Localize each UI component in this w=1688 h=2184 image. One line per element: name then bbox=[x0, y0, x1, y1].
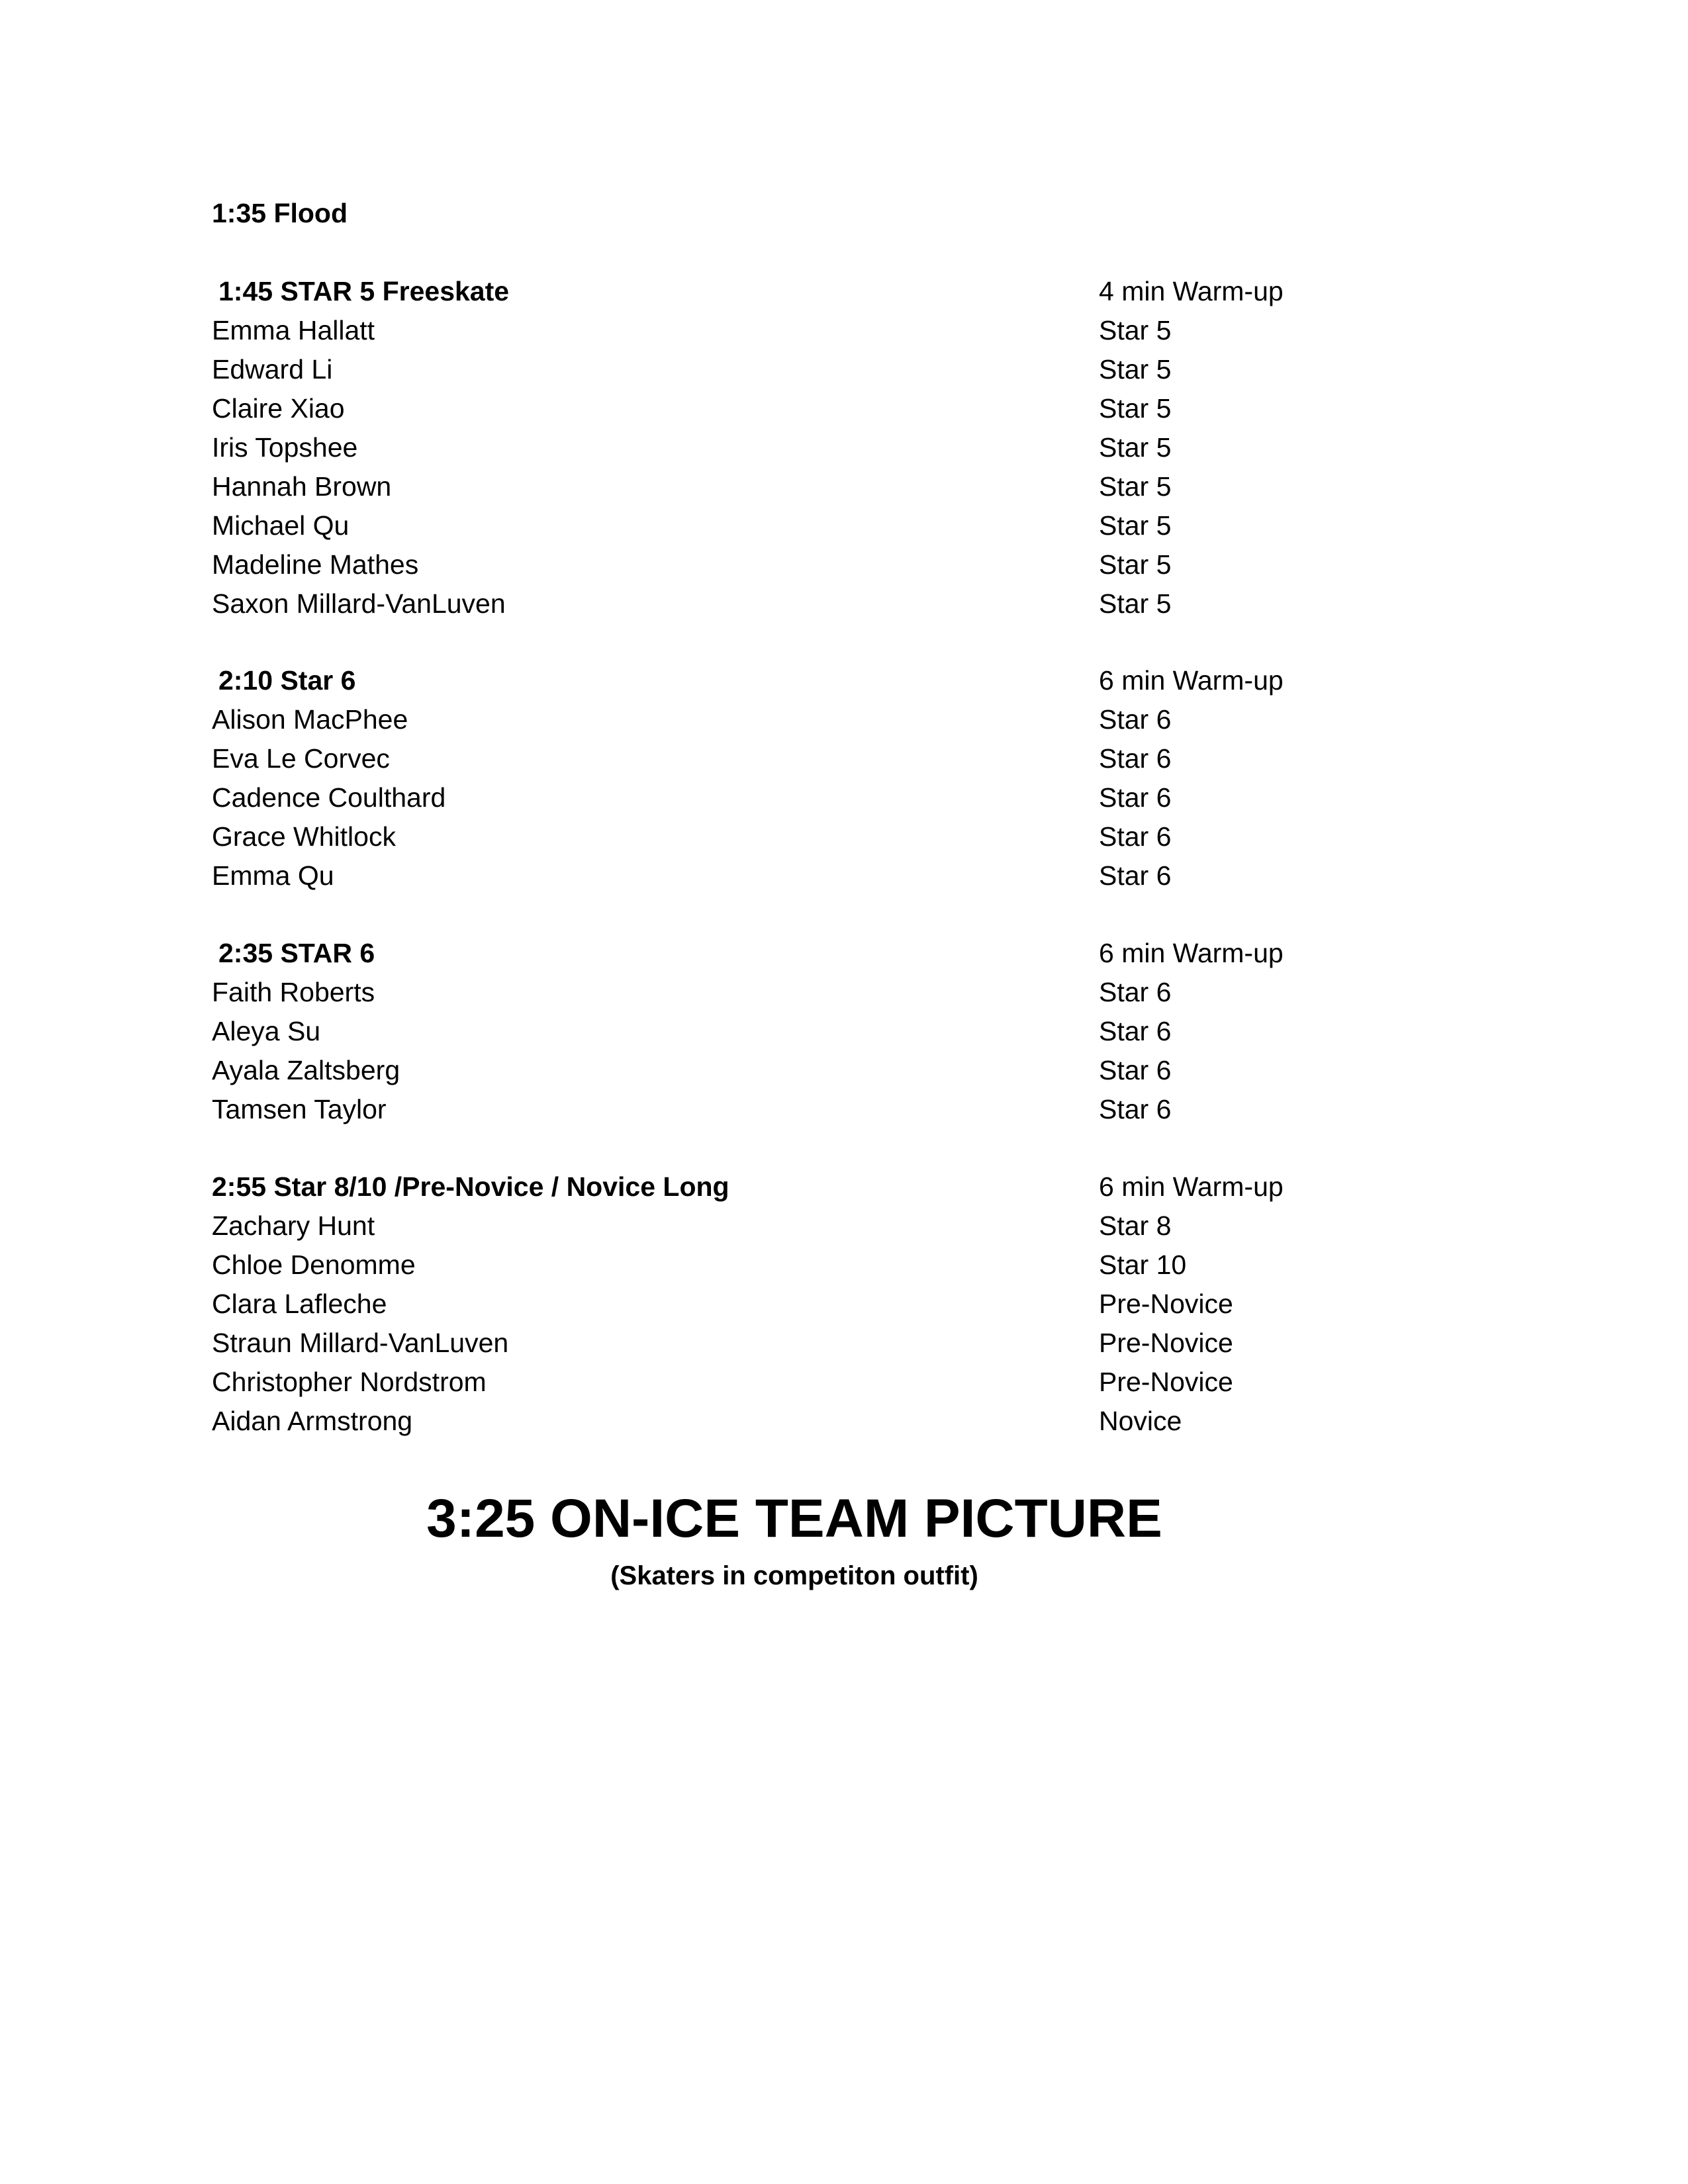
skater-name: Tamsen Taylor bbox=[212, 1094, 387, 1124]
group-warmup: 6 min Warm-up bbox=[1099, 938, 1284, 968]
skater-level: Star 8 bbox=[1099, 1210, 1172, 1241]
skater-level: Star 5 bbox=[1099, 393, 1172, 424]
skater-level: Star 5 bbox=[1099, 588, 1172, 619]
skater-name: Faith Roberts bbox=[212, 977, 375, 1007]
skater-level: Pre-Novice bbox=[1099, 1289, 1233, 1319]
skater-name: Zachary Hunt bbox=[212, 1210, 375, 1241]
skater-level: Star 6 bbox=[1099, 821, 1172, 852]
skater-name: Grace Whitlock bbox=[212, 821, 396, 852]
skater-level: Pre-Novice bbox=[1099, 1328, 1233, 1358]
skater-name: Straun Millard-VanLuven bbox=[212, 1328, 509, 1358]
skater-name: Edward Li bbox=[212, 354, 333, 385]
skater-level: Novice bbox=[1099, 1406, 1182, 1436]
group-heading: 2:35 STAR 6 bbox=[218, 938, 375, 968]
skater-name: Emma Qu bbox=[212, 860, 334, 891]
skater-level: Star 6 bbox=[1099, 1016, 1172, 1046]
skater-name: Aleya Su bbox=[212, 1016, 321, 1046]
skater-name: Hannah Brown bbox=[212, 471, 392, 502]
skater-level: Pre-Novice bbox=[1099, 1367, 1233, 1397]
skater-level: Star 10 bbox=[1099, 1250, 1187, 1280]
skater-level: Star 6 bbox=[1099, 743, 1172, 774]
skater-level: Star 6 bbox=[1099, 977, 1172, 1007]
skater-level: Star 6 bbox=[1099, 1055, 1172, 1085]
skater-name: Clara Lafleche bbox=[212, 1289, 387, 1319]
skater-level: Star 6 bbox=[1099, 1094, 1172, 1124]
skater-level: Star 6 bbox=[1099, 860, 1172, 891]
group-warmup: 4 min Warm-up bbox=[1099, 276, 1284, 306]
skater-name: Michael Qu bbox=[212, 510, 350, 541]
skater-name: Chloe Denomme bbox=[212, 1250, 416, 1280]
skater-name: Ayala Zaltsberg bbox=[212, 1055, 400, 1085]
skater-name: Eva Le Corvec bbox=[212, 743, 390, 774]
group-heading: 2:10 Star 6 bbox=[218, 665, 356, 696]
group-warmup: 6 min Warm-up bbox=[1099, 665, 1284, 696]
skater-level: Star 5 bbox=[1099, 315, 1172, 345]
flood-heading: 1:35 Flood bbox=[212, 198, 348, 228]
skater-level: Star 5 bbox=[1099, 354, 1172, 385]
skater-name: Claire Xiao bbox=[212, 393, 345, 424]
group-warmup: 6 min Warm-up bbox=[1099, 1171, 1284, 1202]
team-picture-note: (Skaters in competiton outfit) bbox=[610, 1561, 978, 1590]
skater-level: Star 5 bbox=[1099, 471, 1172, 502]
skater-level: Star 5 bbox=[1099, 432, 1172, 463]
skater-level: Star 6 bbox=[1099, 704, 1172, 735]
skater-level: Star 6 bbox=[1099, 782, 1172, 813]
skater-name: Cadence Coulthard bbox=[212, 782, 446, 813]
skater-name: Emma Hallatt bbox=[212, 315, 375, 345]
skater-name: Saxon Millard-VanLuven bbox=[212, 588, 506, 619]
skater-name: Christopher Nordstrom bbox=[212, 1367, 487, 1397]
group-heading: 2:55 Star 8/10 /Pre-Novice / Novice Long bbox=[212, 1171, 729, 1202]
skater-name: Aidan Armstrong bbox=[212, 1406, 413, 1436]
skater-name: Iris Topshee bbox=[212, 432, 358, 463]
team-picture-title: 3:25 ON-ICE TEAM PICTURE bbox=[426, 1488, 1162, 1549]
skater-name: Madeline Mathes bbox=[212, 549, 419, 580]
group-heading: 1:45 STAR 5 Freeskate bbox=[218, 276, 510, 306]
skater-name: Alison MacPhee bbox=[212, 704, 408, 735]
skater-level: Star 5 bbox=[1099, 510, 1172, 541]
skater-level: Star 5 bbox=[1099, 549, 1172, 580]
